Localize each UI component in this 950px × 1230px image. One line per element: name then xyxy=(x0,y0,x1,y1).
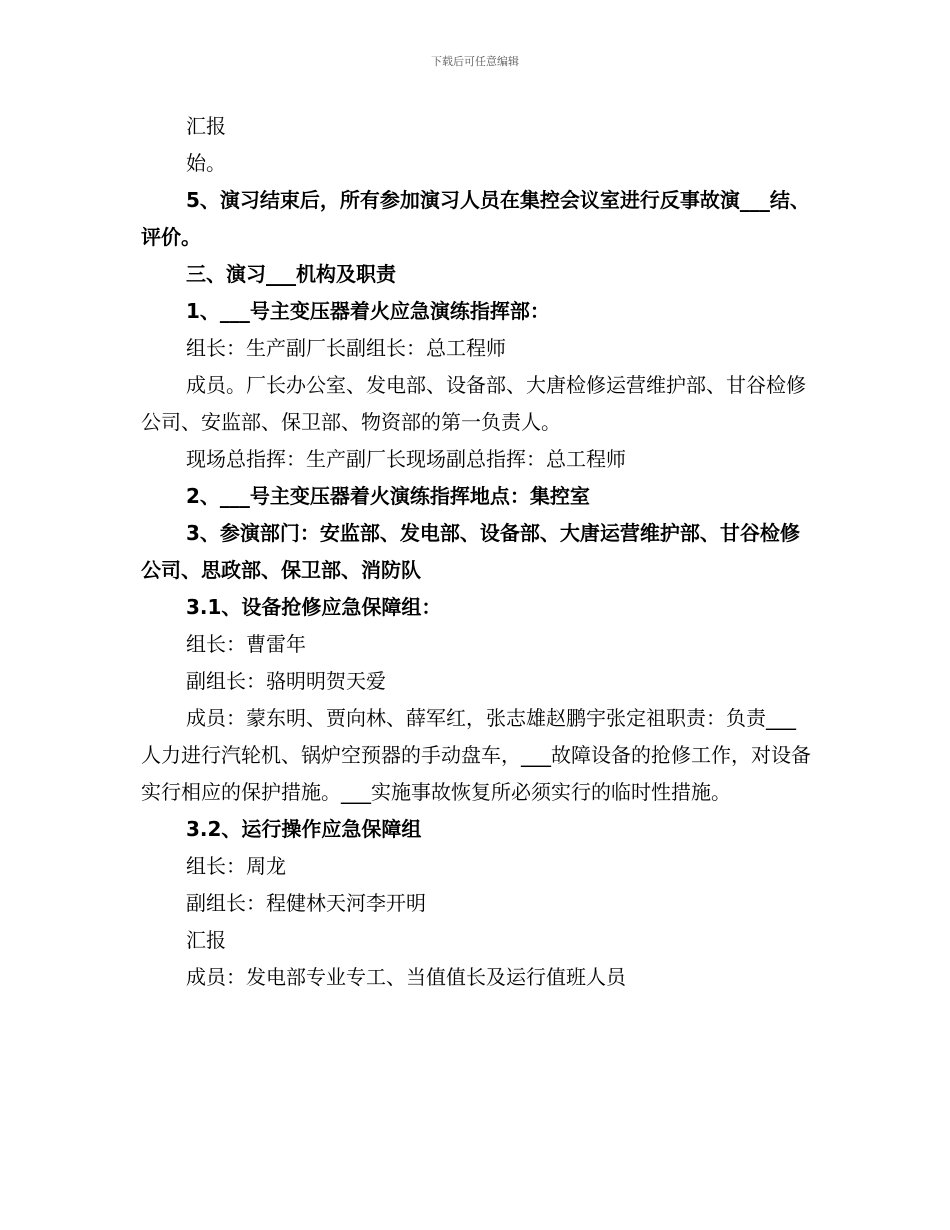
paragraph: 汇报 xyxy=(186,928,226,952)
paragraph: 现场总指挥：生产副厂长现场副总指挥：总工程师 xyxy=(186,447,626,471)
subsection-heading: 2、___号主变压器着火演练指挥地点：集控室 xyxy=(186,484,590,508)
document-body xyxy=(141,108,811,996)
section-heading: 三、演习___机构及职责 xyxy=(186,262,396,286)
subsection-heading: 3、参演部门：安监部、发电部、设备部、大唐运营维护部、甘谷检修公司、思政部、保卫部、消防队 xyxy=(141,521,800,582)
subsection-heading: 3.1、设备抢修应急保障组： xyxy=(186,595,442,619)
paragraph: 5、演习结束后，所有参加演习人员在集控会议室进行反事故演___结、评价。 xyxy=(141,188,810,249)
paragraph: 成员：发电部专业专工、当值值长及运行值班人员 xyxy=(186,965,626,989)
paragraph: 始。 xyxy=(186,151,226,175)
paragraph: 组长：周龙 xyxy=(186,854,286,878)
paragraph: 汇报 xyxy=(186,114,226,138)
paragraph: 组长：曹雷年 xyxy=(186,632,306,656)
subsection-heading: 1、___号主变压器着火应急演练指挥部： xyxy=(186,299,550,323)
paragraph: 成员。厂长办公室、发电部、设备部、大唐检修运营维护部、甘谷检修公司、安监部、保卫部、物资部的第一负责人。 xyxy=(141,373,806,434)
paragraph: 副组长：程健林天河李开明 xyxy=(186,891,426,915)
page-header: 下载后可任意编辑 xyxy=(431,55,519,68)
paragraph: 副组长：骆明明贺天爱 xyxy=(186,669,386,693)
paragraph: 组长：生产副厂长副组长：总工程师 xyxy=(186,336,506,360)
subsection-heading: 3.2、运行操作应急保障组 xyxy=(186,817,422,841)
paragraph: 成员：蒙东明、贾向林、薛军红，张志雄赵鹏宇张定祖职责：负责___人力进行汽轮机、锅炉空预器的手动盘车，___故障设备的抢修工作，对设备实行相应的保护措施。___实施事故恢复所必须实行的临时性措施。 xyxy=(141,706,811,804)
